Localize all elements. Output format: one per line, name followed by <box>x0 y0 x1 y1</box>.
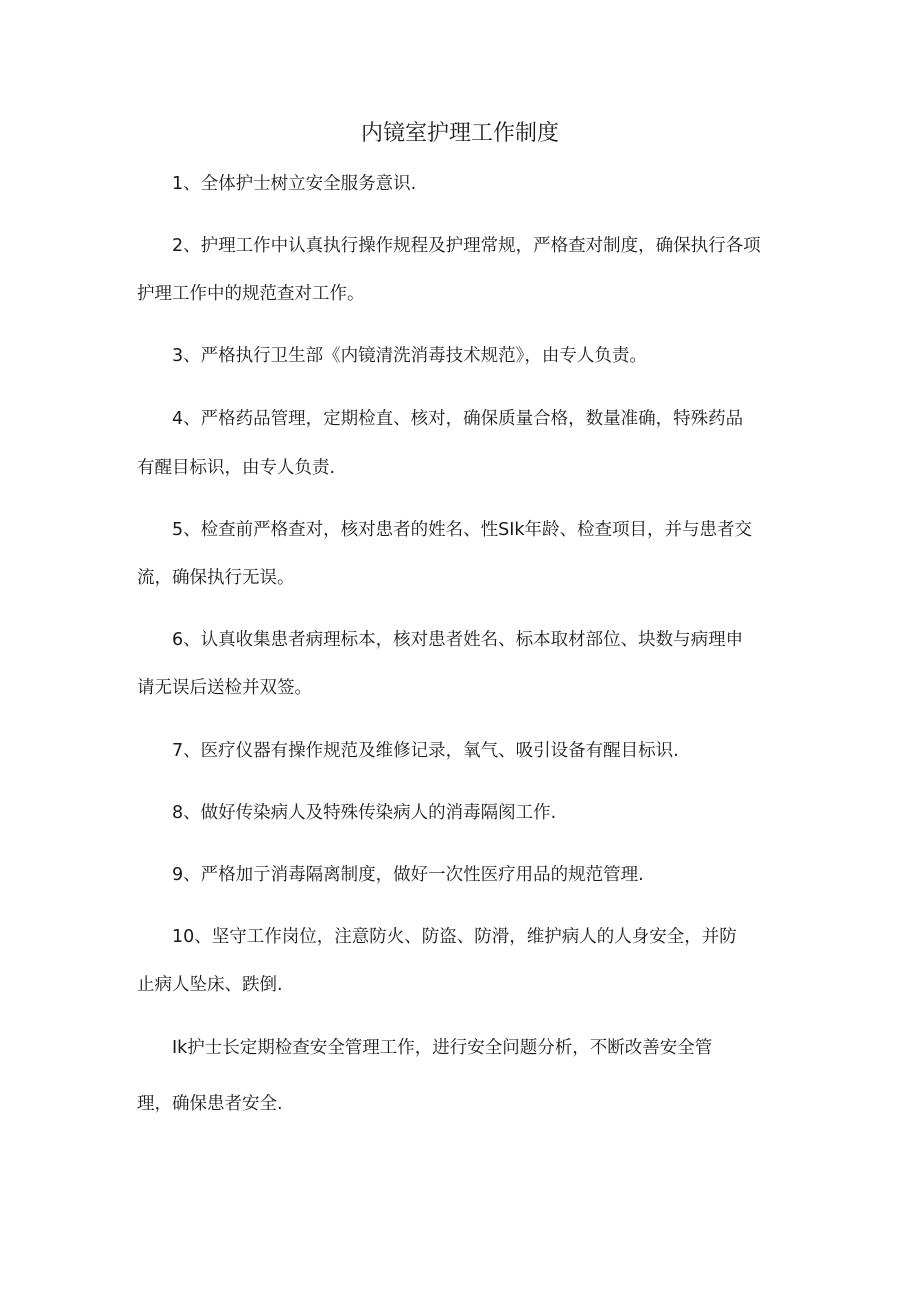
rule-10-line-2: 止病人坠床、跌倒. <box>137 975 283 995</box>
rule-4-line-1: 4、严格药品管理，定期检直、核对，确保质量合格，数量准确，特殊药品 <box>172 409 744 429</box>
rule-5-line-1: 5、检查前严格查对，核对患者的姓名、性SIk年龄、检查项目，并与患者交 <box>172 520 753 540</box>
rule-4-line-2: 有醒目标识，由专人负责. <box>137 458 336 478</box>
rule-11-line-2: 理，确保患者安全. <box>137 1094 283 1114</box>
rule-3-line-1: 3、严格执行卫生部《内镜清洗消毒技术规范》，由专人负责。 <box>172 346 647 366</box>
rule-7-line-1: 7、医疗仪器有操作规范及维修记录，氧气、吸引设备有醒目标识. <box>172 741 679 761</box>
rule-8-line-1: 8、做好传染病人及特殊传染病人的消毒隔阂工作. <box>172 803 557 823</box>
document-title: 内镜室护理工作制度 <box>360 121 559 146</box>
rule-2-line-1: 2、护理工作中认真执行操作规程及护理常规，严格查对制度，确保执行各项 <box>172 236 761 256</box>
rule-6-line-2: 请无误后送检并双签。 <box>137 678 312 698</box>
rule-11-line-1: Ik护士长定期检查安全管理工作，进行安全问题分析，不断改善安全管 <box>172 1038 713 1058</box>
rule-2-line-2: 护理工作中的规范查对工作。 <box>137 284 365 304</box>
rule-5-line-2: 流，确保执行无误。 <box>137 568 295 588</box>
rule-9-line-1: 9、严格加亍消毒隔离制度，做好一次性医疗用品的规范管理. <box>172 865 644 885</box>
rule-1-line-1: 1、全体护士树立安全服务意识. <box>172 174 417 194</box>
rule-10-line-1: 10、坚守工作岗位，注意防火、防盗、防滑，维护病人的人身安全，并防 <box>172 927 737 947</box>
rule-6-line-1: 6、认真收集患者病理标本，核对患者姓名、标本取材部位、块数与病理申 <box>172 630 744 650</box>
